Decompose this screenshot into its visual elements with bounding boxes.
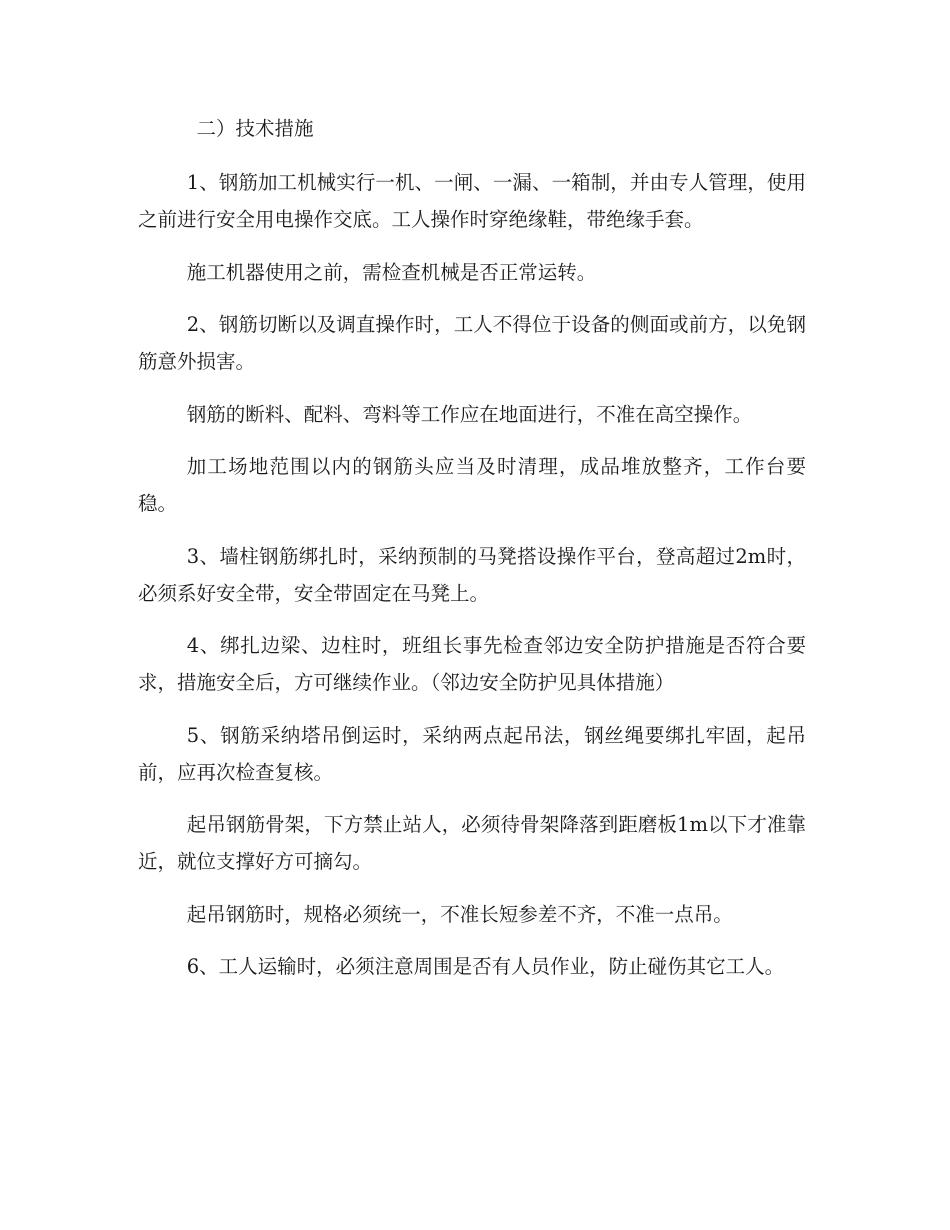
paragraph-7: 4、绑扎边梁、边柱时，班组长事先检查邻边安全防护措施是否符合要求，措施安全后，方可继续作业。（邻边安全防护见具体措施）: [138, 634, 806, 694]
section-heading: 二）技术措施: [196, 117, 314, 140]
paragraph-8: 5、钢筋采纳塔吊倒运时，采纳两点起吊法，钢丝绳要绑扎牢固，起吊前，应再次检查复核。: [138, 723, 806, 784]
paragraph-3: 2、钢筋切断以及调直操作时，工人不得位于设备的侧面或前方，以免钢筋意外损害。: [138, 313, 806, 373]
paragraph-11: 6、工人运输时，必须注意周围是否有人员作业，防止碰伤其它工人。: [186, 955, 785, 978]
paragraph-2: 施工机器使用之前，需检查机械是否正常运转。: [186, 260, 597, 284]
paragraph-9: 起吊钢筋骨架，下方禁止站人，必须待骨架降落到距磨板1m以下才准靠近，就位支撑好方可摘勾。: [138, 813, 806, 873]
document-body: [138, 110, 806, 1001]
paragraph-4: 钢筋的断料、配料、弯料等工作应在地面进行，不准在高空操作。: [186, 402, 753, 426]
paragraph-6: 3、墙柱钢筋绑扎时，采纳预制的马凳搭设操作平台，登高超过2m时，必须系好安全带，安全带固定在马凳上。: [138, 544, 806, 605]
paragraph-10: 起吊钢筋时，规格必须统一，不准长短参差不齐，不准一点吊。: [186, 902, 733, 926]
paragraph-5: 加工场地范围以内的钢筋头应当及时清理，成品堆放整齐，工作台要稳。: [138, 455, 806, 515]
paragraph-1: 1、钢筋加工机械实行一机、一闸、一漏、一箱制，并由专人管理，使用之前进行安全用电操作交底。工人操作时穿绝缘鞋，带绝缘手套。: [138, 171, 806, 231]
